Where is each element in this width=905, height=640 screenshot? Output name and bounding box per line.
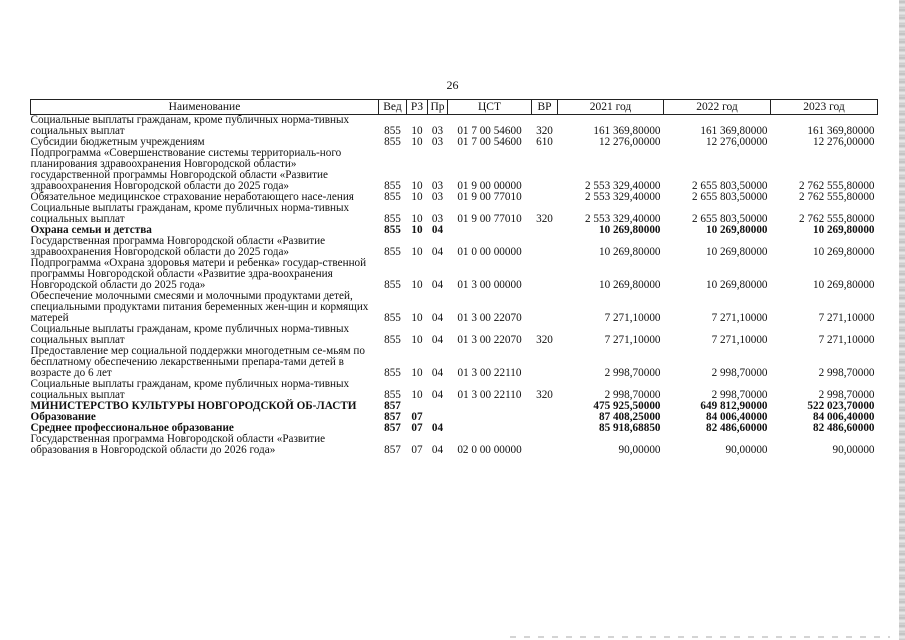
cell-2023: 522 023,70000 bbox=[807, 400, 875, 412]
header-vr: ВР bbox=[532, 100, 558, 115]
cell-name: Предоставление мер социальной поддержки многодетным се-мьям по бесплатному обеспечению лекарственными препара-тами детей в возрасте до 6 лет bbox=[30, 345, 365, 379]
cell-name: Социальные выплаты гражданам, кроме публичных норма-тивных социальных выплат bbox=[30, 323, 350, 346]
cell-pr: 04 bbox=[431, 444, 444, 456]
cell-2022: 84 006,40000 bbox=[705, 411, 768, 423]
cell-rz: 10 bbox=[411, 191, 423, 203]
cell-rz: 07 bbox=[411, 444, 423, 456]
cell-vr bbox=[532, 291, 558, 324]
cell-cst: 02 0 00 00000 bbox=[457, 444, 522, 456]
cell-name: Обязательное медицинское страхование неработающего насе-ления bbox=[30, 191, 354, 203]
cell-2022: 2 655 803,50000 bbox=[691, 191, 768, 203]
cell-pr: 03 bbox=[431, 191, 444, 203]
cell-pr: 04 bbox=[431, 367, 444, 379]
cell-ved: 855 bbox=[384, 334, 401, 346]
cell-rz: 07 bbox=[411, 422, 423, 434]
cell-2021: 10 269,80000 bbox=[598, 279, 661, 291]
cell-pr: 04 bbox=[431, 389, 444, 401]
cell-name: Социальные выплаты гражданам, кроме публичных норма-тивных социальных выплат bbox=[30, 202, 350, 225]
cell-vr bbox=[532, 412, 558, 423]
cell-2023: 7 271,10000 bbox=[818, 334, 875, 346]
cell-ved: 855 bbox=[384, 136, 401, 148]
cell-ved: 855 bbox=[384, 279, 401, 291]
cell-vr bbox=[532, 192, 558, 203]
cell-name: Подпрограмма «Охрана здоровья матери и ребенка» государ-ственной программы Новгородской области «Развитие здра-воохранения Новгородской области до 2025 года» bbox=[30, 257, 367, 291]
cell-2022: 12 276,00000 bbox=[705, 136, 768, 148]
cell-2023: 2 998,70000 bbox=[818, 389, 875, 401]
table-header-row bbox=[31, 100, 878, 115]
header-2022: 2022 год bbox=[664, 100, 771, 115]
cell-2022: 2 655 803,50000 bbox=[691, 180, 768, 192]
cell-pr: 03 bbox=[431, 213, 444, 225]
cell-name: Подпрограмма «Совершенствование системы территориаль-ного планирования здравоохранения Новгородской области» государственной программы Новгородской области «Развитие здравоохранения Новгородской области до 2025 года» bbox=[30, 147, 342, 192]
scan-edge-bottom bbox=[510, 636, 890, 638]
cell-name: МИНИСТЕРСТВО КУЛЬТУРЫ НОВГОРОДСКОЙ ОБ-ЛАСТИ bbox=[30, 400, 357, 412]
cell-pr: 03 bbox=[431, 136, 444, 148]
cell-cst: 01 0 00 00000 bbox=[457, 246, 522, 258]
cell-name: Обеспечение молочными смесями и молочными продуктами детей, специальными продуктами питания беременных жен-щин и кормящих матерей bbox=[30, 290, 369, 324]
cell-2023: 2 762 555,80000 bbox=[798, 191, 875, 203]
cell-2022: 10 269,80000 bbox=[705, 279, 768, 291]
cell-ved: 855 bbox=[384, 312, 401, 324]
cell-cst: 01 3 00 22110 bbox=[457, 389, 522, 401]
cell-2021: 10 269,80000 bbox=[598, 246, 661, 258]
cell-ved: 855 bbox=[384, 389, 401, 401]
table-row bbox=[31, 379, 878, 401]
budget-table bbox=[30, 99, 878, 456]
cell-vr bbox=[532, 423, 558, 434]
cell-name: Социальные выплаты гражданам, кроме публичных норма-тивных социальных выплат bbox=[30, 378, 350, 401]
cell-2021: 12 276,00000 bbox=[598, 136, 661, 148]
cell-2021: 87 408,25000 bbox=[598, 411, 661, 423]
cell-name: Социальные выплаты гражданам, кроме публичных норма-тивных социальных выплат bbox=[30, 114, 350, 137]
cell-2022: 2 998,70000 bbox=[711, 367, 768, 379]
cell-2023: 82 486,60000 bbox=[812, 422, 875, 434]
cell-ved: 855 bbox=[384, 180, 401, 192]
table-row bbox=[31, 148, 878, 192]
cell-2021: 10 269,80000 bbox=[598, 224, 661, 236]
cell-2023: 2 762 555,80000 bbox=[798, 180, 875, 192]
cell-2021: 90,00000 bbox=[618, 444, 661, 456]
cell-ved: 857 bbox=[384, 444, 401, 456]
cell-ved: 855 bbox=[384, 224, 401, 236]
cell-2021: 2 998,70000 bbox=[604, 389, 661, 401]
cell-pr: 04 bbox=[431, 279, 444, 291]
cell-2022: 7 271,10000 bbox=[711, 334, 768, 346]
cell-2023: 10 269,80000 bbox=[812, 246, 875, 258]
cell-pr: 04 bbox=[431, 334, 444, 346]
cell-ved: 855 bbox=[384, 367, 401, 379]
cell-2022: 7 271,10000 bbox=[711, 312, 768, 324]
cell-cst: 01 9 00 77010 bbox=[457, 213, 522, 225]
cell-2023: 2 762 555,80000 bbox=[798, 213, 875, 225]
cell-cst: 01 3 00 22070 bbox=[457, 334, 522, 346]
cell-pr: 04 bbox=[431, 224, 444, 236]
cell-2022: 10 269,80000 bbox=[705, 224, 768, 236]
cell-ved: 857 bbox=[384, 411, 401, 423]
cell-cst bbox=[448, 401, 532, 412]
cell-vr bbox=[532, 346, 558, 379]
cell-pr: 04 bbox=[431, 422, 444, 434]
header-cst: ЦСТ bbox=[448, 100, 532, 115]
cell-ved: 855 bbox=[384, 246, 401, 258]
cell-pr: 04 bbox=[431, 246, 444, 258]
cell-name: Государственная программа Новгородской области «Развитие здравоохранения Новгородской области до 2025 года» bbox=[30, 235, 326, 258]
cell-2021: 475 925,50000 bbox=[593, 400, 661, 412]
cell-rz: 10 bbox=[411, 136, 423, 148]
cell-rz: 10 bbox=[411, 180, 423, 192]
cell-vr: 320 bbox=[536, 213, 553, 225]
cell-rz: 07 bbox=[411, 411, 423, 423]
cell-2023: 10 269,80000 bbox=[812, 279, 875, 291]
cell-ved: 855 bbox=[384, 125, 401, 137]
cell-rz: 10 bbox=[411, 367, 423, 379]
cell-2021: 85 918,68850 bbox=[598, 422, 661, 434]
cell-pr: 03 bbox=[431, 180, 444, 192]
cell-vr: 320 bbox=[536, 334, 553, 346]
cell-cst bbox=[448, 225, 532, 236]
cell-vr bbox=[532, 434, 558, 456]
cell-vr bbox=[532, 236, 558, 258]
cell-2022: 649 812,90000 bbox=[700, 400, 768, 412]
header-2023: 2023 год bbox=[771, 100, 878, 115]
cell-2023: 7 271,10000 bbox=[818, 312, 875, 324]
table-row bbox=[31, 258, 878, 291]
cell-2021: 7 271,10000 bbox=[604, 312, 661, 324]
header-pr: Пр bbox=[428, 100, 448, 115]
cell-2022: 90,00000 bbox=[725, 444, 768, 456]
cell-cst: 01 9 00 00000 bbox=[457, 180, 522, 192]
cell-ved: 855 bbox=[384, 191, 401, 203]
cell-cst: 01 7 00 54600 bbox=[457, 125, 522, 137]
cell-vr bbox=[532, 401, 558, 412]
header-2021: 2021 год bbox=[558, 100, 664, 115]
cell-rz: 10 bbox=[411, 224, 423, 236]
cell-vr bbox=[532, 225, 558, 236]
cell-rz: 10 bbox=[411, 312, 423, 324]
cell-cst: 01 9 00 77010 bbox=[457, 191, 522, 203]
cell-cst: 01 7 00 54600 bbox=[457, 136, 522, 148]
scan-edge-right bbox=[899, 0, 905, 640]
cell-cst: 01 3 00 22070 bbox=[457, 312, 522, 324]
cell-pr: 04 bbox=[431, 312, 444, 324]
cell-2021: 2 553 329,40000 bbox=[584, 191, 661, 203]
table-row bbox=[31, 115, 878, 138]
table-row bbox=[31, 203, 878, 225]
cell-name: Среднее профессиональное образование bbox=[30, 422, 234, 434]
cell-2023: 161 369,80000 bbox=[807, 125, 875, 137]
cell-2022: 2 655 803,50000 bbox=[691, 213, 768, 225]
cell-pr: 03 bbox=[431, 125, 444, 137]
cell-cst bbox=[448, 423, 532, 434]
cell-rz: 10 bbox=[411, 334, 423, 346]
cell-2021: 2 998,70000 bbox=[604, 367, 661, 379]
cell-vr bbox=[532, 148, 558, 192]
cell-2023: 10 269,80000 bbox=[812, 224, 875, 236]
cell-cst: 01 3 00 22110 bbox=[457, 367, 522, 379]
cell-rz: 10 bbox=[411, 246, 423, 258]
cell-ved: 855 bbox=[384, 213, 401, 225]
cell-vr: 610 bbox=[536, 136, 553, 148]
cell-2023: 90,00000 bbox=[832, 444, 875, 456]
cell-name: Субсидии бюджетным учреждениям bbox=[30, 136, 205, 148]
table-row bbox=[31, 434, 878, 456]
page-number: 26 bbox=[446, 78, 459, 92]
cell-vr: 320 bbox=[536, 125, 553, 137]
header-rz: РЗ bbox=[407, 100, 428, 115]
cell-rz: 10 bbox=[411, 125, 423, 137]
cell-rz: 10 bbox=[411, 389, 423, 401]
cell-name: Образование bbox=[30, 411, 96, 423]
cell-2021: 7 271,10000 bbox=[604, 334, 661, 346]
cell-rz: 10 bbox=[411, 213, 423, 225]
table-row bbox=[31, 291, 878, 324]
table-row bbox=[31, 324, 878, 346]
cell-name: Государственная программа Новгородской области «Развитие образования в Новгородской области до 2026 года» bbox=[30, 433, 326, 456]
cell-2021: 2 553 329,40000 bbox=[584, 180, 661, 192]
header-name: Наименование bbox=[31, 100, 379, 115]
cell-vr: 320 bbox=[536, 389, 553, 401]
cell-2023: 84 006,40000 bbox=[812, 411, 875, 423]
cell-2021: 2 553 329,40000 bbox=[584, 213, 661, 225]
cell-2022: 10 269,80000 bbox=[705, 246, 768, 258]
cell-2022: 161 369,80000 bbox=[700, 125, 768, 137]
cell-2022: 2 998,70000 bbox=[711, 389, 768, 401]
cell-2023: 2 998,70000 bbox=[818, 367, 875, 379]
cell-2023: 12 276,00000 bbox=[812, 136, 875, 148]
cell-ved: 857 bbox=[384, 422, 401, 434]
table-body bbox=[31, 115, 878, 457]
cell-pr bbox=[428, 401, 448, 412]
cell-ved: 857 bbox=[384, 400, 401, 412]
cell-rz: 10 bbox=[411, 279, 423, 291]
cell-name: Охрана семьи и детства bbox=[30, 224, 152, 236]
cell-cst: 01 3 00 00000 bbox=[457, 279, 522, 291]
cell-2022: 82 486,60000 bbox=[705, 422, 768, 434]
table-row bbox=[31, 236, 878, 258]
cell-2021: 161 369,80000 bbox=[593, 125, 661, 137]
cell-cst bbox=[448, 412, 532, 423]
table-row bbox=[31, 346, 878, 379]
header-ved: Вед bbox=[379, 100, 407, 115]
cell-vr bbox=[532, 258, 558, 291]
